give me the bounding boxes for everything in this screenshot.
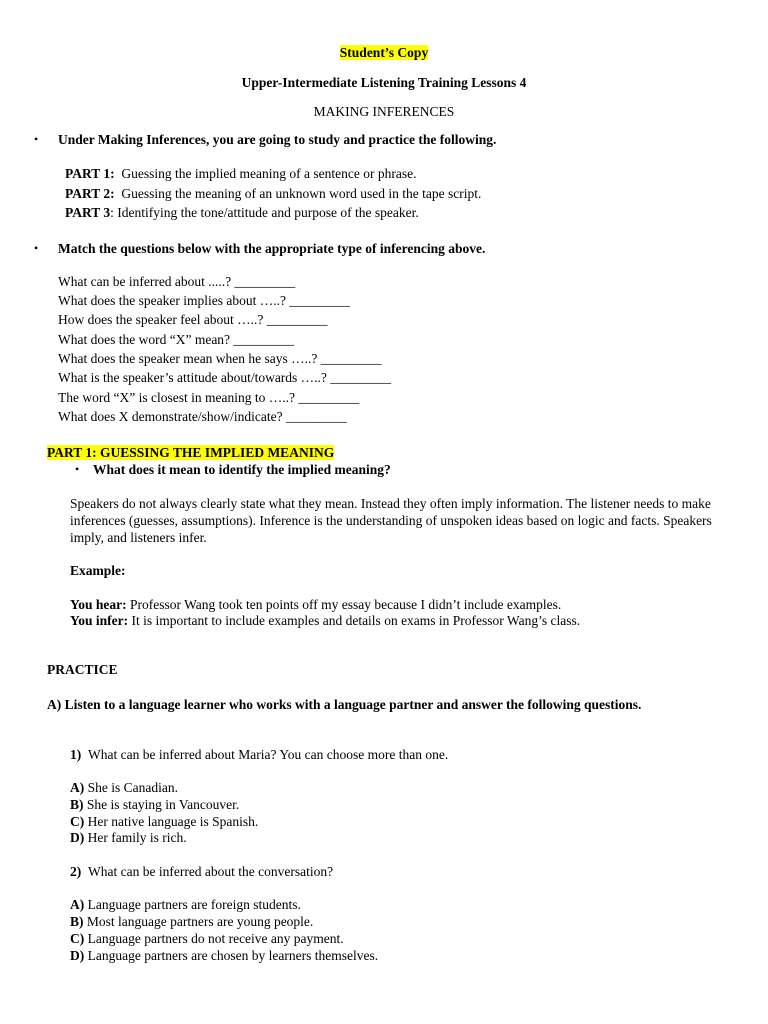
matching-question: What does the speaker mean when he says …..? _________ (58, 351, 382, 366)
question-number: 2) (70, 864, 82, 879)
practice-question-2 (70, 863, 333, 880)
part-text: Guessing the implied meaning of a sentence or phrase. (121, 166, 417, 181)
part1-paragraph: Speakers do not always clearly state what they mean. Instead they often imply information. The listener needs to make inferences (guesses, assumptions). Inference is the understanding of unspoken ideas based on logic and facts. Speakers imply, and listeners infer. (70, 496, 712, 545)
you-hear-line (70, 596, 561, 613)
matching-question: What does the speaker implies about …..? _________ (58, 293, 351, 308)
option-letter: D) (70, 830, 85, 845)
part-label: PART 1: (65, 166, 115, 181)
option-line (70, 930, 344, 947)
part1-question: What does it mean to identify the implied meaning? (93, 462, 391, 477)
option-line (70, 896, 301, 913)
option-letter: D) (70, 948, 85, 963)
option-text: Language partners are chosen by learners themselves. (87, 948, 379, 963)
bullet-icon: • (34, 241, 39, 255)
course-title: Upper-Intermediate Listening Training Lessons 4 (241, 75, 527, 90)
you-infer-label: You infer: (70, 613, 129, 628)
option-text: Language partners are foreign students. (87, 897, 301, 912)
matching-question: What can be inferred about .....? _________ (58, 274, 296, 289)
matching-question: How does the speaker feel about …..? _________ (58, 312, 328, 327)
part-text: Guessing the meaning of an unknown word used in the tape script. (121, 186, 482, 201)
bullet-icon: • (75, 462, 80, 476)
option-text: She is Canadian. (87, 780, 178, 795)
intro-statement: Under Making Inferences, you are going to study and practice the following. (58, 132, 497, 147)
you-hear-text: Professor Wang took ten points off my essay because I didn’t include examples. (126, 597, 562, 612)
option-text: Her native language is Spanish. (87, 814, 259, 829)
option-letter: A) (70, 897, 85, 912)
part1-heading: PART 1: GUESSING THE IMPLIED MEANING (47, 445, 335, 460)
option-letter: B) (70, 797, 84, 812)
option-text: Her family is rich. (87, 830, 187, 845)
question-number: 1) (70, 747, 82, 762)
option-letter: A) (70, 780, 85, 795)
part-line (65, 185, 481, 202)
option-line (70, 913, 313, 930)
copy-label-row (0, 44, 768, 61)
topic-title: MAKING INFERENCES (313, 104, 455, 119)
part-line (65, 165, 416, 182)
matching-instruction: Match the questions below with the appropriate type of inferencing above. (58, 241, 486, 256)
option-line (70, 947, 378, 964)
option-text: She is staying in Vancouver. (86, 797, 240, 812)
you-infer-line (70, 612, 580, 629)
option-line (70, 796, 239, 813)
example-label: Example: (70, 563, 126, 578)
option-letter: B) (70, 914, 84, 929)
practice-section-a: A) Listen to a language learner who works with a language partner and answer the following questions. (47, 697, 642, 712)
option-line (70, 813, 258, 830)
option-text: Language partners do not receive any payment. (87, 931, 344, 946)
copy-label: Student’s Copy (339, 45, 429, 60)
part-text: : Identifying the tone/attitude and purpose of the speaker. (110, 205, 419, 220)
option-letter: C) (70, 931, 85, 946)
you-infer-text: It is important to include examples and details on exams in Professor Wang’s class. (128, 613, 581, 628)
part-label: PART 3 (65, 205, 111, 220)
option-letter: C) (70, 814, 85, 829)
matching-question: What does the word “X” mean? _________ (58, 332, 295, 347)
you-hear-label: You hear: (70, 597, 127, 612)
practice-heading: PRACTICE (47, 662, 118, 677)
part-label: PART 2: (65, 186, 115, 201)
option-line (70, 779, 178, 796)
option-line (70, 829, 187, 846)
practice-question-1 (70, 746, 448, 763)
part-line (65, 204, 419, 221)
part1-heading-row (47, 444, 334, 461)
matching-question: What does X demonstrate/show/indicate? _________ (58, 409, 347, 424)
bullet-icon: • (34, 132, 39, 146)
question-text: What can be inferred about Maria? You can choose more than one. (88, 747, 449, 762)
option-text: Most language partners are young people. (86, 914, 314, 929)
matching-question: The word “X” is closest in meaning to …..? _________ (58, 390, 360, 405)
matching-question: What is the speaker’s attitude about/towards …..? _________ (58, 370, 392, 385)
question-text: What can be inferred about the conversation? (88, 864, 334, 879)
